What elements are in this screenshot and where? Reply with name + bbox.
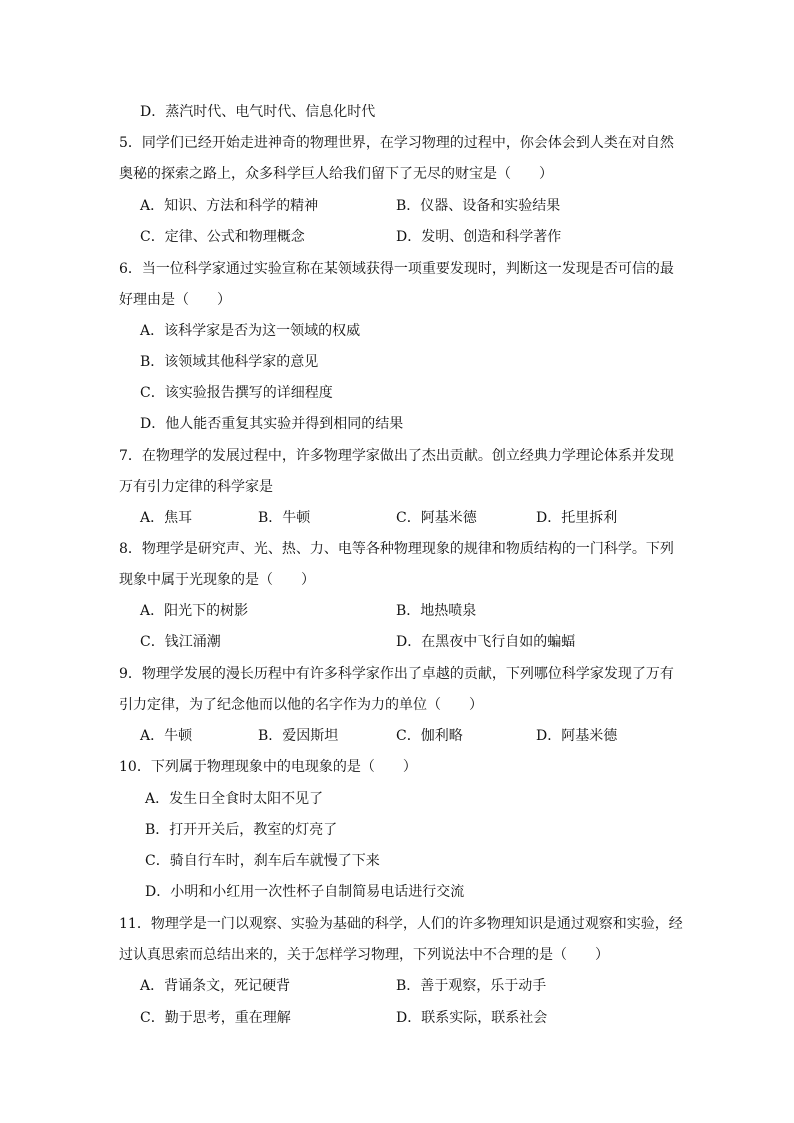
q6-option-a: A．该科学家是否为这一领域的权威 — [140, 323, 361, 339]
q7-option-d: D．托里拆利 — [536, 510, 618, 526]
q7-option-b: B．牛顿 — [258, 510, 311, 526]
q8-option-a: A．阳光下的树影 — [140, 603, 249, 619]
q7-stem-line2: 万有引力定律的科学家是 — [119, 479, 273, 495]
q7-stem-line1: 7．在物理学的发展过程中，许多物理学家做出了杰出贡献。创立经典力学理论体系并发现 — [119, 448, 674, 464]
q9-option-b: B．爱因斯坦 — [258, 728, 339, 744]
q11-option-a: A．背诵条文，死记硬背 — [140, 978, 291, 994]
q8-option-c: C．钱江涌潮 — [140, 634, 221, 650]
q6-stem-line1: 6．当一位科学家通过实验宣称在某领域获得一项重要发现时，判断这一发现是否可信的最 — [119, 261, 674, 277]
q11-stem-line2: 过认真思索而总结出来的，关于怎样学习物理，下列说法中不合理的是（ ） — [119, 947, 609, 963]
q5-option-c: C．定律、公式和物理概念 — [140, 229, 305, 245]
q10-option-c: C．骑自行车时，刹车后车就慢了下来 — [145, 853, 380, 869]
q5-option-a: A．知识、方法和科学的精神 — [140, 198, 319, 214]
q7-option-c: C．阿基米德 — [396, 510, 477, 526]
q6-option-c: C．该实验报告撰写的详细程度 — [140, 385, 333, 401]
q9-stem-line2: 引力定律，为了纪念他而以他的名字作为力的单位（ ） — [119, 697, 483, 713]
q9-stem-line1: 9．物理学发展的漫长历程中有许多科学家作出了卓越的贡献，下列哪位科学家发现了万有 — [119, 666, 674, 682]
q6-option-b: B．该领域其他科学家的意见 — [140, 354, 319, 370]
q10-option-d: D．小明和小红用一次性杯子自制简易电话进行交流 — [145, 884, 465, 900]
q5-option-d: D．发明、创造和科学著作 — [396, 229, 562, 245]
q10-stem-line1: 10．下列属于物理现象中的电现象的是（ ） — [119, 759, 417, 775]
q6-option-d: D．他人能否重复其实验并得到相同的结果 — [140, 416, 404, 432]
q8-stem-line2: 现象中属于光现象的是（ ） — [119, 572, 315, 588]
q8-stem-line1: 8．物理学是研究声、光、热、力、电等各种物理现象的规律和物质结构的一门科学。下列 — [119, 541, 674, 557]
q5-option-b: B．仪器、设备和实验结果 — [396, 198, 561, 214]
q8-option-d: D．在黑夜中飞行自如的蝙蝠 — [396, 634, 576, 650]
q11-option-c: C．勤于思考，重在理解 — [140, 1010, 291, 1026]
q6-stem-line2: 好理由是（ ） — [119, 292, 231, 308]
q7-option-a: A．焦耳 — [140, 510, 193, 526]
q11-option-d: D．联系实际，联系社会 — [396, 1010, 548, 1026]
q10-option-b: B．打开开关后，教室的灯亮了 — [145, 822, 338, 838]
q11-option-b: B．善于观察，乐于动手 — [396, 978, 547, 994]
q8-option-b: B．地热喷泉 — [396, 603, 477, 619]
q5-stem-line1: 5．同学们已经开始走进神奇的物理世界，在学习物理的过程中，你会体会到人类在对自然 — [119, 135, 674, 151]
q5-stem-line2: 奥秘的探索之路上，众多科学巨人给我们留下了无尽的财宝是（ ） — [119, 166, 553, 182]
q9-option-d: D．阿基米德 — [536, 728, 618, 744]
q4-option-d: D．蒸汽时代、电气时代、信息化时代 — [140, 104, 376, 120]
q11-stem-line1: 11．物理学是一门以观察、实验为基础的科学，人们的许多物理知识是通过观察和实验，经 — [119, 916, 683, 932]
q10-option-a: A．发生日全食时太阳不见了 — [145, 791, 324, 807]
q9-option-c: C．伽利略 — [396, 728, 463, 744]
q9-option-a: A．牛顿 — [140, 728, 193, 744]
